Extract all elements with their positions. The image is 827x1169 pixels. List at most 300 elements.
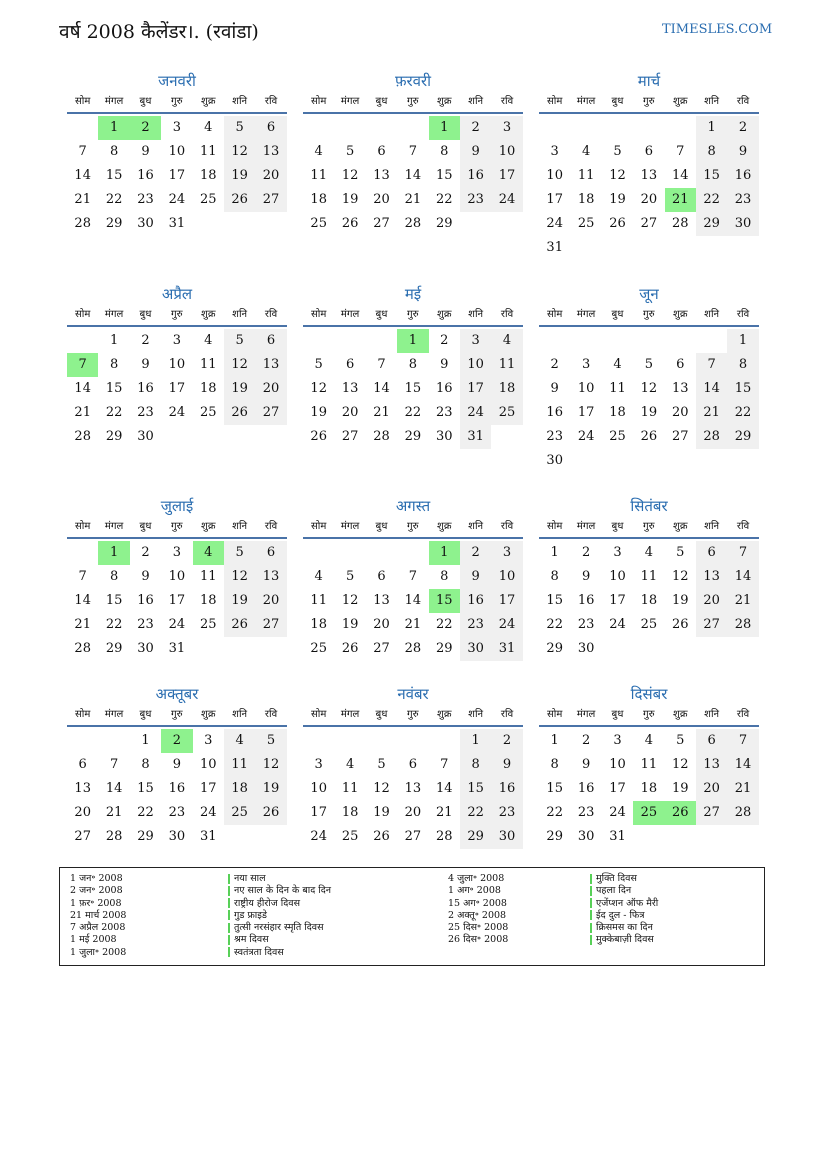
day-cell: 1 [429,116,460,140]
day-cell: 7 [408,569,417,584]
day-cell: 14 [74,168,91,183]
day-cell: 14 [74,593,91,608]
day-cell: 19 [609,192,626,207]
weekday-header: सोम [67,517,98,539]
day-cell: 16 [546,405,563,420]
day-cell: 10 [168,144,186,159]
day-cell: 25 [310,216,327,231]
day-cell: 6 [255,329,286,353]
day-cell: 7 [78,144,87,159]
day-cell: 6 [644,144,653,159]
day-cell: 11 [491,353,522,377]
weekday-header: गुरु [633,92,664,114]
month-title: सितंबर [630,497,668,515]
day-cell: 11 [609,381,626,396]
day-cell: 9 [460,140,491,164]
day-cell: 28 [671,216,689,231]
day-cell: 29 [105,429,123,444]
day-cell: 26 [224,613,255,637]
legend-name-text: मुक्केबाज़ी दिवस [596,934,654,946]
month-title: मार्च [637,72,661,90]
legend-marker [228,898,230,908]
day-cell: 6 [255,116,286,140]
day-cell: 8 [460,753,491,777]
day-cell: 31 [609,829,626,844]
month-block [303,495,523,661]
day-cell: 3 [581,357,591,372]
day-cell: 9 [172,757,181,772]
day-cell: 16 [577,781,595,796]
day-cell: 11 [310,168,327,183]
day-cell: 13 [373,593,390,608]
day-cell: 26 [341,216,359,231]
weekday-header: सोम [539,305,570,327]
day-cell: 8 [109,357,119,372]
day-cell: 4 [581,144,591,159]
day-cell: 23 [460,613,491,637]
day-cell: 2 [460,541,491,565]
empty-cell [366,541,397,565]
day-cell: 26 [640,429,658,444]
day-cell: 5 [255,729,286,753]
day-cell: 30 [577,829,595,844]
day-cell: 6 [78,757,87,772]
day-cell: 22 [460,801,491,825]
day-cell: 22 [404,405,422,420]
legend-holiday-name [590,898,658,910]
day-cell: 12 [224,140,255,164]
day-cell: 14 [671,168,689,183]
weekday-header: रवि [491,517,522,539]
day-cell: 7 [727,541,758,565]
day-cell: 27 [696,801,727,825]
empty-cell [397,116,428,140]
weekday-header: शुक्र [193,705,224,727]
day-cell: 23 [460,188,491,212]
weekday-header: मंगल [98,305,129,327]
day-cell: 13 [640,168,658,183]
weekday-header: सोम [303,517,334,539]
weekday-header: शनि [460,517,491,539]
day-cell: 13 [696,565,727,589]
empty-cell [334,116,365,140]
month-title: अप्रैल [161,285,193,303]
empty-cell [570,329,601,353]
empty-cell [303,329,334,353]
month-block [303,283,523,449]
day-cell: 15 [546,593,563,608]
day-cell: 27 [74,829,91,844]
day-cell: 2 [141,333,150,348]
legend-date [70,910,126,922]
day-cell: 11 [199,357,217,372]
day-cell: 15 [460,777,491,801]
day-cell: 16 [137,168,154,183]
day-cell: 6 [408,757,417,772]
day-cell: 2 [581,733,591,748]
weekday-header: रवि [255,305,286,327]
day-cell: 10 [168,569,186,584]
empty-cell [602,329,633,353]
day-cell: 26 [224,401,255,425]
day-cell: 18 [310,617,327,632]
day-cell: 24 [168,192,186,207]
day-cell: 18 [199,168,217,183]
day-cell: 18 [640,593,658,608]
month-title: नवंबर [397,685,429,703]
day-cell: 23 [137,405,154,420]
empty-cell [67,541,98,565]
day-cell: 15 [727,377,758,401]
weekday-header: बुध [602,92,633,114]
day-cell: 19 [224,589,255,613]
day-cell: 19 [640,405,658,420]
weekday-header: शनि [224,92,255,114]
day-cell: 13 [696,753,727,777]
legend-date-text: 7 अप्रैल 2008 [70,922,126,934]
day-cell: 1 [696,116,727,140]
day-cell: 26 [671,617,689,632]
day-cell: 25 [199,405,217,420]
legend-holiday-name [590,922,658,934]
day-cell: 17 [168,593,186,608]
legend-date [448,934,508,946]
empty-cell [366,329,397,353]
weekday-header: मंगल [570,305,601,327]
month-day-grid [539,92,759,260]
legend-holiday-name [590,873,658,885]
legend-date [70,922,126,934]
day-cell: 13 [255,140,286,164]
legend-names-left [228,873,331,959]
day-cell: 22 [546,805,563,820]
day-cell: 13 [255,353,286,377]
weekday-header: शनि [696,517,727,539]
legend-date [448,910,508,922]
day-cell: 27 [696,613,727,637]
day-cell: 15 [105,593,123,608]
legend-name-text: एजेंप्शन ऑफ मैरी [596,897,659,909]
day-cell: 9 [141,144,150,159]
day-cell: 2 [491,729,522,753]
day-cell: 10 [491,140,522,164]
weekday-header: शनि [460,305,491,327]
month-day-grid [303,705,523,849]
day-cell: 4 [613,357,622,372]
day-cell: 1 [109,333,119,348]
legend-marker [590,910,592,920]
day-cell: 14 [373,381,390,396]
day-cell: 25 [310,641,327,656]
empty-cell [366,729,397,753]
day-cell: 24 [310,829,327,844]
day-cell: 29 [137,829,154,844]
day-cell: 16 [137,381,154,396]
day-cell: 3 [172,120,181,135]
empty-cell [366,116,397,140]
legend-date [70,885,126,897]
weekday-header: सोम [539,92,570,114]
day-cell: 6 [676,357,685,372]
weekday-header: बुध [366,92,397,114]
legend-date [70,898,126,910]
day-cell: 27 [341,429,359,444]
weekday-header: सोम [67,92,98,114]
month-day-grid [67,92,287,236]
day-cell: 30 [460,637,491,661]
day-cell: 28 [727,613,758,637]
day-cell: 16 [168,781,186,796]
day-cell: 31 [491,637,522,661]
day-cell: 24 [577,429,595,444]
day-cell: 6 [345,357,355,372]
legend-date-text: 1 जन॰ 2008 [70,873,123,884]
empty-cell [665,329,696,353]
day-cell: 3 [172,545,181,560]
empty-cell [98,729,129,753]
day-cell: 3 [172,333,181,348]
day-cell: 21 [373,405,390,420]
day-cell: 17 [168,168,186,183]
day-cell: 11 [640,569,658,584]
day-cell: 7 [727,729,758,753]
day-cell: 27 [255,401,286,425]
weekday-header: मंगल [98,92,129,114]
weekday-header: बुध [130,517,161,539]
weekday-header: सोम [303,705,334,727]
day-cell: 19 [310,405,327,420]
month-title: अगस्त [395,497,431,515]
day-cell: 18 [491,377,522,401]
day-cell: 29 [727,425,758,449]
legend-date [70,934,126,946]
day-cell: 3 [613,545,622,560]
day-cell: 1 [98,541,129,565]
weekday-header: रवि [255,517,286,539]
legend-name-text: तुत्सी नरसंहार स्मृति दिवस [234,922,324,934]
day-cell: 30 [727,212,758,236]
legend-date-text: 1 अग॰ 2008 [448,885,501,897]
day-cell: 27 [373,641,390,656]
day-cell: 3 [550,144,559,159]
weekday-header: गुरु [161,517,192,539]
day-cell: 23 [168,805,186,820]
day-cell: 31 [168,641,186,656]
day-cell: 31 [168,216,186,231]
day-cell: 19 [341,192,359,207]
day-cell: 22 [696,188,727,212]
empty-cell [633,116,664,140]
day-cell: 26 [665,801,696,825]
day-cell: 14 [727,753,758,777]
legend-holiday-name [228,922,331,934]
day-cell: 6 [696,541,727,565]
day-cell: 26 [609,216,626,231]
day-cell: 19 [671,593,689,608]
empty-cell [665,116,696,140]
legend-dates-right [448,873,508,947]
day-cell: 19 [224,377,255,401]
legend-date-text: 2 अक्तू॰ 2008 [448,909,507,921]
day-cell: 16 [727,164,758,188]
day-cell: 9 [727,140,758,164]
day-cell: 15 [696,164,727,188]
day-cell: 20 [696,589,727,613]
day-cell: 15 [435,168,453,183]
day-cell: 26 [341,641,359,656]
weekday-header: शनि [460,92,491,114]
legend-marker [228,947,230,957]
weekday-header: गुरु [397,92,428,114]
day-cell: 9 [141,569,150,584]
empty-cell [397,729,428,753]
day-cell: 16 [491,777,522,801]
empty-cell [334,329,365,353]
month-block [67,683,287,849]
day-cell: 2 [550,357,559,372]
empty-cell [303,729,334,753]
weekday-header: मंगल [98,517,129,539]
day-cell: 14 [74,381,91,396]
day-cell: 12 [310,381,327,396]
legend-marker [590,886,592,896]
day-cell: 8 [550,757,559,772]
day-cell: 20 [255,377,286,401]
day-cell: 22 [435,617,453,632]
day-cell: 17 [491,589,522,613]
legend-names-right [590,873,658,947]
day-cell: 27 [255,188,286,212]
day-cell: 3 [314,757,323,772]
day-cell: 14 [435,781,453,796]
weekday-header: शनि [224,705,255,727]
legend-date [70,873,126,885]
day-cell: 21 [696,401,727,425]
legend-date-text: 25 दिस॰ 2008 [448,922,509,934]
weekday-header: बुध [130,705,161,727]
day-cell: 15 [105,168,123,183]
day-cell: 4 [491,329,522,353]
day-cell: 15 [137,781,154,796]
month-title: मई [404,285,422,303]
legend-holiday-name [590,910,658,922]
day-cell: 29 [435,641,453,656]
day-cell: 23 [577,805,595,820]
day-cell: 11 [224,753,255,777]
day-cell: 9 [440,357,449,372]
day-cell: 30 [491,825,522,849]
month-day-grid [539,305,759,473]
day-cell: 14 [404,593,422,608]
day-cell: 18 [640,781,658,796]
day-cell: 28 [373,429,390,444]
day-cell: 1 [460,729,491,753]
page-title: वर्ष 2008 कैलेंडर।. (रवांडा) [59,21,259,43]
day-cell: 19 [373,805,390,820]
day-cell: 12 [341,168,359,183]
day-cell: 29 [435,216,453,231]
day-cell: 9 [550,381,559,396]
day-cell: 3 [204,733,213,748]
legend-holiday-name [228,934,331,946]
weekday-header: गुरु [397,517,428,539]
legend-date-text: 15 अग॰ 2008 [448,897,507,909]
day-cell: 17 [199,781,217,796]
empty-cell [334,729,365,753]
day-cell: 2 [727,116,758,140]
day-cell: 18 [341,805,359,820]
day-cell: 21 [404,617,422,632]
weekday-header: बुध [366,305,397,327]
day-cell: 18 [224,777,255,801]
weekday-header: रवि [727,517,758,539]
legend-name-text: ईद दुल - फित्र [596,909,645,921]
weekday-header: गुरु [633,517,664,539]
day-cell: 17 [609,781,626,796]
legend-name-text: पहला दिन [596,885,632,897]
weekday-header: बुध [602,705,633,727]
day-cell: 11 [341,781,359,796]
day-cell: 16 [460,164,491,188]
day-cell: 1 [550,545,559,560]
day-cell: 12 [373,781,390,796]
day-cell: 1 [727,329,758,353]
day-cell: 29 [546,829,563,844]
day-cell: 18 [310,192,327,207]
weekday-header: गुरु [633,305,664,327]
weekday-header: मंगल [570,517,601,539]
day-cell: 15 [429,589,460,613]
day-cell: 17 [491,164,522,188]
weekday-header: रवि [491,705,522,727]
weekday-header: बुध [366,517,397,539]
weekday-header: गुरु [161,305,192,327]
legend-name-text: नए साल के दिन के बाद दिन [234,885,332,897]
day-cell: 5 [676,733,685,748]
day-cell: 29 [404,429,422,444]
day-cell: 17 [310,805,327,820]
weekday-header: मंगल [98,705,129,727]
empty-cell [67,116,98,140]
day-cell: 4 [314,569,323,584]
day-cell: 27 [404,829,422,844]
legend-marker [228,886,230,896]
month-title: दिसंबर [630,685,668,703]
month-title: जनवरी [158,72,196,90]
day-cell: 20 [74,805,91,820]
month-block [67,495,287,661]
site-link[interactable]: TIMESLES.COM [662,22,773,37]
day-cell: 21 [435,805,453,820]
day-cell: 27 [373,216,390,231]
month-title: जुलाई [160,497,194,515]
weekday-header: मंगल [334,705,365,727]
day-cell: 20 [255,164,286,188]
legend-marker [228,910,230,920]
legend-date-text: 21 मार्च 2008 [70,909,127,921]
day-cell: 20 [671,405,689,420]
month-block [539,495,759,661]
empty-cell [539,329,570,353]
day-cell: 7 [676,144,685,159]
day-cell: 9 [491,753,522,777]
day-cell: 20 [373,192,390,207]
day-cell: 2 [440,333,449,348]
day-cell: 24 [546,216,563,231]
day-cell: 23 [546,429,563,444]
day-cell: 24 [460,401,491,425]
month-day-grid [303,305,523,449]
